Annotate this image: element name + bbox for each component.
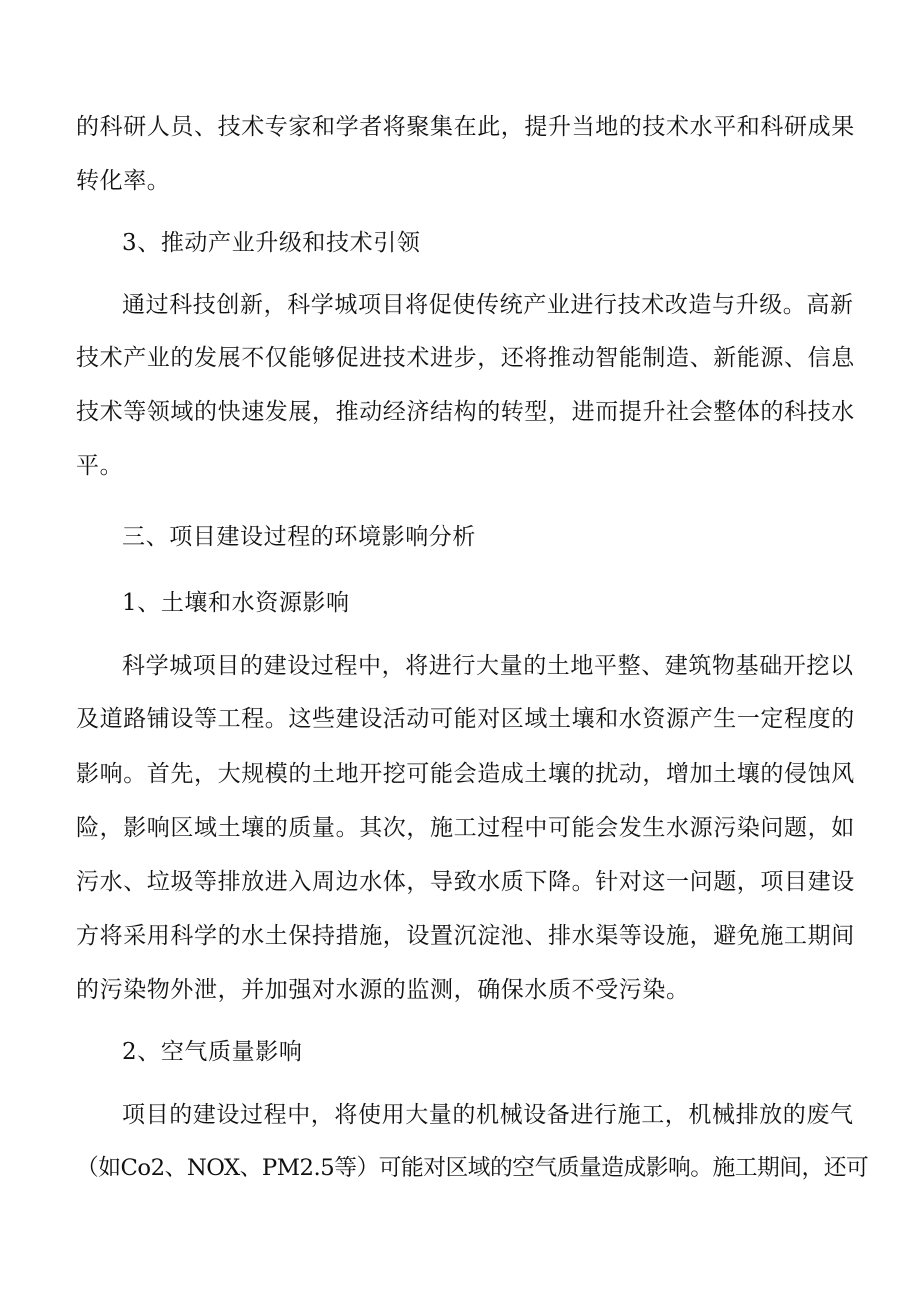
paragraph-line: 险，影响区域土壤的质量。其次，施工过程中可能会发生水源污染问题，如	[76, 815, 855, 841]
subheading-3: 3、推动产业升级和技术引领	[122, 230, 421, 256]
paragraph-line: 通过科技创新，科学城项目将促使传统产业进行技术改造与升级。高新	[122, 292, 854, 318]
paragraph-line: 转化率。	[76, 168, 171, 194]
paragraph-line: （如Co2、NOX、PM2.5等）可能对区域的空气质量造成影响。施工期间，还可	[76, 1155, 869, 1181]
paragraph-line: 的污染物外泄，并加强对水源的监测，确保水质不受污染。	[76, 977, 690, 1003]
subheading-1: 1、土壤和水资源影响	[122, 590, 350, 616]
paragraph-line: 项目的建设过程中，将使用大量的机械设备进行施工，机械排放的废气	[122, 1102, 854, 1128]
paragraph-line: 污水、垃圾等排放进入周边水体，导致水质下降。针对这一问题，项目建设	[76, 869, 855, 895]
subheading-2: 2、空气质量影响	[122, 1039, 303, 1065]
paragraph-line: 科学城项目的建设过程中，将进行大量的土地平整、建筑物基础开挖以	[122, 653, 854, 679]
paragraph-line: 及道路铺设等工程。这些建设活动可能对区域土壤和水资源产生一定程度的	[76, 706, 855, 732]
paragraph-line: 技术等领域的快速发展，推动经济结构的转型，进而提升社会整体的科技水	[76, 399, 855, 425]
paragraph-line: 平。	[76, 453, 124, 479]
section-title: 三、项目建设过程的环境影响分析	[122, 524, 476, 550]
paragraph-line: 影响。首先，大规模的土地开挖可能会造成土壤的扰动，增加土壤的侵蚀风	[76, 761, 855, 787]
paragraph-line: 方将采用科学的水土保持措施，设置沉淀池、排水渠等设施，避免施工期间	[76, 923, 855, 949]
paragraph-line: 技术产业的发展不仅能够促进技术进步，还将推动智能制造、新能源、信息	[76, 345, 855, 371]
paragraph-line: 的科研人员、技术专家和学者将聚集在此，提升当地的技术水平和科研成果	[76, 114, 855, 140]
